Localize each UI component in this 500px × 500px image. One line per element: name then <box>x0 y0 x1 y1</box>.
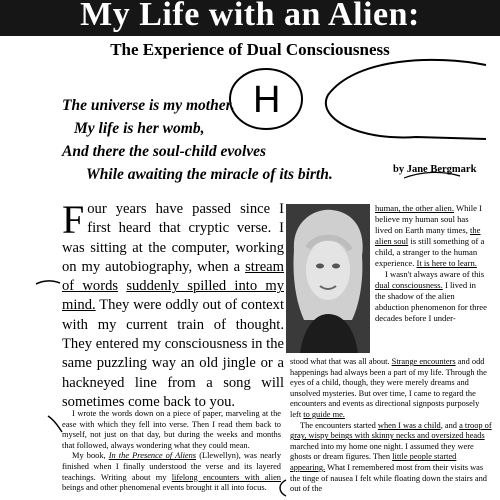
handwritten-letter: H <box>253 79 281 121</box>
body-paragraph: I wrote the words down on a piece of paper, marveling at the ease with which they fell into verse. Then I read them back to myself, not just on that day, but during the weeks and months that followed, always wondering what they could mean. <box>62 409 281 450</box>
poem-line: And there the soul-child evolves <box>62 143 267 160</box>
drop-cap: F <box>62 197 85 242</box>
article-title: My Life with an Alien: <box>80 0 420 33</box>
left-body-text <box>62 409 281 494</box>
body-paragraph: stood what that was all about. Strange encounters and odd happenings had always been a part of my life. Through the eyes of a child, though, they were merely dreams and unsolved mysteries. But over time, I came to regard the encounters and events as directional signposts purposely left to guide me. <box>290 357 487 419</box>
book-title: In the Presence of Aliens <box>108 451 197 461</box>
author-photo <box>286 204 370 353</box>
side-column-text: human, the other alien. While I believe my human soul has lived on Earth many times, the alien soul is still something of a child, a stranger to the human experience. It is here to learn. I wasn't always aware of this dual consciousness. I lived in the shadow of the alien abduction phenomenon for three decades before I under- <box>375 203 487 323</box>
author-portrait-image <box>286 204 370 353</box>
right-body-text <box>290 357 492 495</box>
body-paragraph: My book, In the Presence of Aliens (Llewellyn), was nearly finished when I finally understood the verse and its layered teachings. Writing about my lifelong encounters with alien beings and other phenomenal events brought it all into focus. <box>62 451 282 493</box>
body-paragraph: The encounters started when I was a child, and a troop of gray, wispy beings with skinny necks and oversized heads marched into my home one night. I assumed they were ghosts or dream figures. Then little people started appearing. What I remembered most from their visits was the tinge of nausea I felt while floating down the stairs and out of the <box>290 420 492 494</box>
underlined-phrase: suddenly spilled into my mind. <box>62 278 284 314</box>
underlined-phrase: stream of words <box>62 258 284 295</box>
title-banner <box>0 0 500 36</box>
poem-line: My life is her womb, <box>74 120 205 137</box>
lead-paragraph: Four years have passed since I first heard that cryptic verse. I was sitting at the computer, working on my autobiography, when a stream of words suddenly spilled into my mind. They were oddly out of context with my current train of thought. They entered my consciousness in the same puzzling way an old jingle or a hackneyed line from a song will sometimes come back to you. <box>62 197 284 410</box>
poem-line: The universe is my mother. <box>62 97 235 114</box>
byline: by Jane Bergmark <box>393 164 477 175</box>
article-subtitle: The Experience of Dual Consciousness <box>110 40 390 59</box>
poem-line: While awaiting the miracle of its birth. <box>86 166 333 183</box>
epigraph-poem <box>62 94 402 186</box>
